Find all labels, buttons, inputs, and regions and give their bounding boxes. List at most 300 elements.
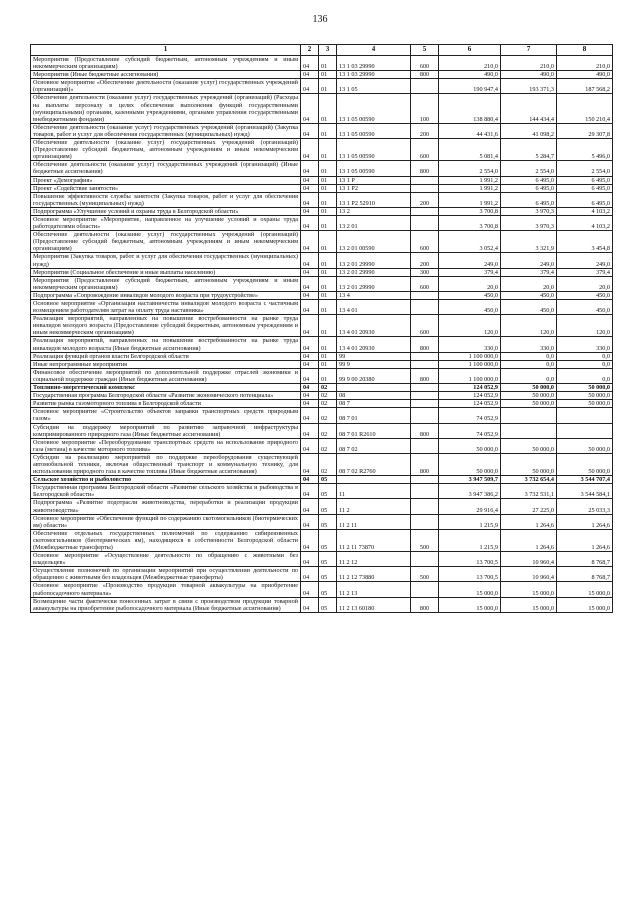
table-row [31,484,613,499]
target-article-code: 13 1 P [337,176,411,184]
expense-type-code [411,400,439,408]
amount-year-1: 330,0 [439,337,501,352]
table-row [31,438,613,453]
table-row [31,253,613,268]
section-code: 04 [301,408,319,423]
amount-year-2: 120,0 [501,315,557,337]
amount-year-2: 379,4 [501,268,557,276]
amount-year-3: 379,4 [557,268,613,276]
section-code: 04 [301,423,319,438]
amount-year-1: 3 700,8 [439,215,501,230]
amount-year-2: 5 284,7 [501,139,557,161]
section-code: 04 [301,360,319,368]
table-row [31,408,613,423]
section-code: 04 [301,567,319,582]
amount-year-1: 124 052,9 [439,384,501,392]
amount-year-3 [557,408,613,423]
amount-year-3: 2 554,0 [557,161,613,176]
amount-year-1: 1 991,2 [439,184,501,192]
amount-year-3: 3 454,8 [557,231,613,253]
amount-year-3: 15 000,0 [557,597,613,612]
section-code: 04 [301,476,319,484]
amount-year-2: 27 225,0 [501,499,557,514]
expense-type-code: 200 [411,253,439,268]
subsection-code: 02 [319,438,337,453]
table-row [31,392,613,400]
section-code: 04 [301,79,319,94]
table-row [31,139,613,161]
expense-type-code: 800 [411,453,439,475]
row-name: Обеспечение деятельности (оказание услуг) государственных учреждений (организаций) (Закупка товаров, работ и услуг для обеспечения государственных (муниципальных) нужд) [31,123,301,138]
target-article-code: 13 1 P2 52910 [337,192,411,207]
expense-type-code [411,392,439,400]
amount-year-2 [501,408,557,423]
expense-type-code: 800 [411,71,439,79]
expense-type-code [411,408,439,423]
amount-year-3: 490,0 [557,71,613,79]
table-row [31,300,613,315]
expense-type-code [411,438,439,453]
amount-year-1: 3 052,4 [439,231,501,253]
table-row [31,567,613,582]
target-article-code: 08 7 01 [337,408,411,423]
amount-year-3: 3 544 707,4 [557,476,613,484]
row-name: Осуществление полномочий по организации мероприятий при осуществлении деятельности по обращению с животными без владельцев (Межбюджетные трансферты) [31,567,301,582]
amount-year-3: 8 768,7 [557,552,613,567]
amount-year-1: 1 215,9 [439,514,501,529]
amount-year-2 [501,423,557,438]
table-row [31,337,613,352]
amount-year-2: 3 732 531,1 [501,484,557,499]
amount-year-1: 190 947,4 [439,79,501,94]
section-code: 04 [301,514,319,529]
table-row [31,514,613,529]
row-name: Реализация мероприятий, направленных на повышение востребованности на рынке труда инвалидов молодого возраста (Предоставление субсидий бюджетным, автономным учреждениям и иным некоммерческим организациям) [31,315,301,337]
target-article-code: 13 2 01 [337,215,411,230]
subsection-code: 01 [319,276,337,291]
amount-year-3: 150 210,4 [557,94,613,123]
header-cell: 7 [501,45,557,56]
section-code: 04 [301,161,319,176]
section-code: 04 [301,268,319,276]
section-code: 04 [301,94,319,123]
row-name: Основное мероприятие «Осуществление деятельности по обращению с животными без владельцев» [31,552,301,567]
amount-year-3: 6 495,0 [557,176,613,184]
expense-type-code: 200 [411,123,439,138]
subsection-code: 05 [319,514,337,529]
amount-year-2: 50 000,0 [501,453,557,475]
section-code: 04 [301,184,319,192]
target-article-code: 13 1 05 00590 [337,139,411,161]
row-name: Государственная программа Белгородской области «Развитие сельского хозяйства и рыбоводства в Белгородской области» [31,484,301,499]
expense-type-code [411,499,439,514]
subsection-code: 01 [319,184,337,192]
expense-type-code [411,360,439,368]
header-cell: 3 [319,45,337,56]
amount-year-2: 193 371,3 [501,79,557,94]
amount-year-1: 138 880,4 [439,94,501,123]
amount-year-3: 450,0 [557,291,613,299]
target-article-code [337,384,411,392]
target-article-code: 11 2 [337,499,411,514]
amount-year-1: 20,0 [439,276,501,291]
amount-year-2: 41 098,2 [501,123,557,138]
row-name: Мероприятия (Предоставление субсидий бюджетным, автономным учреждениям и иным некоммерческим организациям) [31,56,301,71]
expense-type-code [411,300,439,315]
table-row [31,215,613,230]
expense-type-code: 300 [411,268,439,276]
amount-year-1: 3 947 509,7 [439,476,501,484]
amount-year-2: 1 264,6 [501,529,557,551]
amount-year-3: 249,0 [557,253,613,268]
expense-type-code [411,176,439,184]
amount-year-1: 490,0 [439,71,501,79]
row-name: Возмещение части фактически понесенных затрат в связи с производством продукции товарной аквакультуры на приобретение рыбопосадочного материала (Иные бюджетные ассигнования) [31,597,301,612]
expense-type-code [411,582,439,597]
section-code: 04 [301,582,319,597]
amount-year-3: 50 000,0 [557,400,613,408]
subsection-code: 01 [319,268,337,276]
subsection-code: 01 [319,315,337,337]
amount-year-2: 50 000,0 [501,438,557,453]
section-code: 04 [301,529,319,551]
section-code: 04 [301,368,319,383]
row-name: Обеспечение отдельных государственных полномочий по содержанию сибиреязвенных скотомогильников (биотермических ям), находящихся в собственности Белгородской области (Межбюджетные трансферты) [31,529,301,551]
amount-year-1: 1 215,9 [439,529,501,551]
amount-year-3: 25 033,3 [557,499,613,514]
row-name: Мероприятия (Предоставление субсидий бюджетным, автономным учреждениям и иным некоммерческим организациям) [31,276,301,291]
expense-type-code: 800 [411,597,439,612]
table-row [31,184,613,192]
subsection-code: 02 [319,453,337,475]
header-cell: 1 [31,45,301,56]
section-code: 04 [301,552,319,567]
target-article-code: 99 9 [337,360,411,368]
amount-year-1: 74 052,9 [439,408,501,423]
subsection-code: 02 [319,408,337,423]
expense-type-code [411,207,439,215]
target-article-code [337,476,411,484]
row-name: Основное мероприятие «Мероприятие, направленное на улучшение условий и охраны труда работодателями области» [31,215,301,230]
table-row [31,123,613,138]
section-code: 04 [301,176,319,184]
row-name: Подпрограмма «Улучшение условий и охраны труда в Белгородской области» [31,207,301,215]
table-row [31,291,613,299]
row-name: Проект «Содействие занятости» [31,184,301,192]
amount-year-1: 124 052,9 [439,400,501,408]
row-name: Основное мероприятие «Строительство объектов заправки транспортных средств природным газом» [31,408,301,423]
amount-year-1: 1 100 000,0 [439,360,501,368]
target-article-code: 13 1 03 29990 [337,56,411,71]
amount-year-3: 3 544 584,1 [557,484,613,499]
row-name: Мероприятия (Социальное обеспечение и иные выплаты населению) [31,268,301,276]
amount-year-3: 50 000,0 [557,392,613,400]
row-name: Иные непрограммные мероприятия [31,360,301,368]
section-code: 04 [301,300,319,315]
amount-year-1: 450,0 [439,291,501,299]
row-name: Основное мероприятие «Организация наставничества инвалидов молодого возраста с частичным возмещением работодателям затрат на оплату труда наставника» [31,300,301,315]
amount-year-2: 6 495,0 [501,192,557,207]
section-code: 04 [301,384,319,392]
section-code: 04 [301,499,319,514]
section-code: 04 [301,192,319,207]
amount-year-1: 3 947 386,2 [439,484,501,499]
subsection-code: 02 [319,400,337,408]
amount-year-3: 5 496,0 [557,139,613,161]
row-name: Основное мероприятие «Обеспечение функций по содержанию скотомогильников (биотермических ям) области» [31,514,301,529]
section-code: 04 [301,315,319,337]
expense-type-code [411,484,439,499]
amount-year-1: 1 100 000,0 [439,368,501,383]
amount-year-2: 50 000,0 [501,384,557,392]
subsection-code: 01 [319,291,337,299]
expense-type-code [411,215,439,230]
amount-year-2: 210,0 [501,56,557,71]
amount-year-1: 74 052,9 [439,423,501,438]
amount-year-2: 10 960,4 [501,552,557,567]
amount-year-2: 3 970,3 [501,215,557,230]
row-name: Мероприятия (Закупка товаров, работ и услуг для обеспечения государственных (муниципальных) нужд) [31,253,301,268]
target-article-code: 13 2 01 00590 [337,231,411,253]
subsection-code: 01 [319,192,337,207]
table-row [31,476,613,484]
target-article-code: 13 4 01 20930 [337,337,411,352]
target-article-code: 11 2 11 73870 [337,529,411,551]
section-code: 04 [301,253,319,268]
section-code: 04 [301,438,319,453]
row-name: Повышение эффективности службы занятости (Закупка товаров, работ и услуг для обеспечения государственных (муниципальных) нужд) [31,192,301,207]
amount-year-2: 0,0 [501,360,557,368]
target-article-code: 11 2 11 [337,514,411,529]
amount-year-2: 490,0 [501,71,557,79]
amount-year-1: 2 554,0 [439,161,501,176]
expense-type-code: 600 [411,315,439,337]
table-row [31,71,613,79]
target-article-code: 13 2 01 29990 [337,268,411,276]
row-name: Реализация функций органов власти Белгородской области [31,352,301,360]
amount-year-3: 6 495,0 [557,184,613,192]
amount-year-1: 450,0 [439,300,501,315]
amount-year-2: 1 264,6 [501,514,557,529]
amount-year-1: 29 916,4 [439,499,501,514]
subsection-code: 01 [319,231,337,253]
amount-year-2: 3 970,3 [501,207,557,215]
subsection-code: 01 [319,71,337,79]
amount-year-1: 379,4 [439,268,501,276]
table-row [31,268,613,276]
section-code: 04 [301,291,319,299]
target-article-code: 11 2 13 60180 [337,597,411,612]
amount-year-3: 0,0 [557,368,613,383]
subsection-code: 02 [319,384,337,392]
amount-year-1: 1 991,2 [439,192,501,207]
amount-year-2: 20,0 [501,276,557,291]
amount-year-3: 8 768,7 [557,567,613,582]
subsection-code: 05 [319,567,337,582]
target-article-code: 13 4 01 20930 [337,315,411,337]
row-name: Основное мероприятие «Переоборудование транспортных средств на использование природного газа (метана) в качестве моторного топлива» [31,438,301,453]
section-code: 04 [301,215,319,230]
expense-type-code [411,552,439,567]
row-name: Подпрограмма «Сопровождение инвалидов молодого возраста при трудоустройстве» [31,291,301,299]
expense-type-code: 500 [411,567,439,582]
table-row [31,79,613,94]
section-code: 04 [301,352,319,360]
expense-type-code [411,184,439,192]
header-cell: 5 [411,45,439,56]
subsection-code: 01 [319,94,337,123]
row-name: Обеспечение деятельности (оказание услуг) государственных учреждений (организаций) (Расходы на выплаты персоналу в целях обеспечения выполнения функций государственными (муниципальными) органами, казенными учреждениями, органами управления государственными внебюджетными фондами) [31,94,301,123]
row-name: Обеспечение деятельности (оказание услуг) государственных учреждений (организаций) (Иные бюджетные ассигнования) [31,161,301,176]
table-row [31,384,613,392]
target-article-code: 99 [337,352,411,360]
amount-year-3: 6 495,0 [557,192,613,207]
table-row [31,360,613,368]
section-code: 04 [301,392,319,400]
amount-year-2: 249,0 [501,253,557,268]
amount-year-3: 0,0 [557,360,613,368]
section-code: 04 [301,337,319,352]
expense-type-code: 800 [411,337,439,352]
amount-year-2: 3 321,9 [501,231,557,253]
target-article-code: 13 1 05 00590 [337,123,411,138]
amount-year-2: 0,0 [501,352,557,360]
amount-year-1: 1 100 000,0 [439,352,501,360]
page-number: 136 [312,14,328,25]
expense-type-code: 600 [411,139,439,161]
table-row [31,352,613,360]
subsection-code: 01 [319,123,337,138]
table-row [31,597,613,612]
amount-year-2: 450,0 [501,300,557,315]
target-article-code: 99 9 00 20380 [337,368,411,383]
subsection-code: 02 [319,423,337,438]
subsection-code: 05 [319,484,337,499]
row-name: Субсидии на поддержку мероприятий по развитию заправочной инфраструктуры компримированного природного газа (Иные бюджетные ассигнования) [31,423,301,438]
row-name: Реализация мероприятий, направленных на повышение востребованности на рынке труда инвалидов молодого возраста (Иные бюджетные ассигнования) [31,337,301,352]
amount-year-1: 50 000,0 [439,438,501,453]
target-article-code: 11 2 13 [337,582,411,597]
target-article-code: 08 7 02 [337,438,411,453]
amount-year-1: 13 700,5 [439,567,501,582]
table-row [31,423,613,438]
target-article-code: 08 7 [337,400,411,408]
expense-type-code: 600 [411,56,439,71]
section-code: 04 [301,276,319,291]
subsection-code: 01 [319,337,337,352]
target-article-code: 13 2 01 29990 [337,276,411,291]
section-code: 04 [301,453,319,475]
amount-year-3: 4 103,2 [557,207,613,215]
table-row [31,529,613,551]
amount-year-2: 0,0 [501,368,557,383]
amount-year-2: 144 434,4 [501,94,557,123]
subsection-code: 01 [319,79,337,94]
row-name: Обеспечение деятельности (оказание услуг) государственных учреждений (организаций) (Предоставление субсидий бюджетным, автономным учреждениям и иным некоммерческим организациям) [31,231,301,253]
header-cell: 8 [557,45,613,56]
row-name: Основное мероприятие «Производство продукции товарной аквакультуры на приобретение рыбопосадочного материала» [31,582,301,597]
target-article-code: 13 2 01 29990 [337,253,411,268]
amount-year-3: 1 264,6 [557,514,613,529]
amount-year-2: 2 554,0 [501,161,557,176]
amount-year-3: 50 000,0 [557,438,613,453]
subsection-code: 01 [319,207,337,215]
row-name: Обеспечение деятельности (оказание услуг) государственных учреждений (организаций) (Предоставление субсидий бюджетным, автономным учреждениям и иным некоммерческим организациям) [31,139,301,161]
table-row [31,276,613,291]
subsection-code: 01 [319,368,337,383]
section-code: 04 [301,484,319,499]
target-article-code: 13 1 05 [337,79,411,94]
subsection-code: 05 [319,476,337,484]
row-name: Развитие рынка газомоторного топлива в Белгородской области [31,400,301,408]
amount-year-1: 13 700,5 [439,552,501,567]
amount-year-1: 5 081,4 [439,139,501,161]
amount-year-3: 120,0 [557,315,613,337]
amount-year-2: 50 000,0 [501,400,557,408]
amount-year-1: 249,0 [439,253,501,268]
table-row [31,207,613,215]
amount-year-3: 29 307,8 [557,123,613,138]
amount-year-3: 450,0 [557,300,613,315]
amount-year-3: 4 103,2 [557,215,613,230]
row-name: Проект «Демография» [31,176,301,184]
expense-type-code: 200 [411,192,439,207]
section-code: 04 [301,597,319,612]
amount-year-1: 3 700,8 [439,207,501,215]
amount-year-3: 15 000,0 [557,582,613,597]
subsection-code: 01 [319,139,337,161]
subsection-code: 01 [319,176,337,184]
section-code: 04 [301,139,319,161]
header-cell: 4 [337,45,411,56]
amount-year-2: 3 732 654,4 [501,476,557,484]
row-name: Подпрограмма «Развитие подотрасли животноводства, переработки и реализации продукции животноводства» [31,499,301,514]
expense-type-code: 500 [411,529,439,551]
table-row [31,499,613,514]
amount-year-1: 120,0 [439,315,501,337]
section-code: 04 [301,71,319,79]
subsection-code: 05 [319,552,337,567]
amount-year-2: 450,0 [501,291,557,299]
table-row [31,231,613,253]
section-code: 04 [301,56,319,71]
subsection-code: 01 [319,352,337,360]
subsection-code: 05 [319,597,337,612]
table-row [31,315,613,337]
amount-year-2: 330,0 [501,337,557,352]
expense-type-code: 600 [411,231,439,253]
row-name: Финансовое обеспечение мероприятий по дополнительной поддержке отраслей экономики и социальной поддержке граждан (Иные бюджетные ассигнования) [31,368,301,383]
row-name: Мероприятия (Иные бюджетные ассигнования) [31,71,301,79]
amount-year-1: 15 000,0 [439,597,501,612]
amount-year-1: 15 000,0 [439,582,501,597]
target-article-code: 13 1 05 00590 [337,161,411,176]
expense-type-code [411,384,439,392]
amount-year-1: 1 991,2 [439,176,501,184]
amount-year-2: 50 000,0 [501,392,557,400]
target-article-code: 13 1 03 29990 [337,71,411,79]
section-code: 04 [301,400,319,408]
budget-table [30,44,613,613]
expense-type-code: 600 [411,276,439,291]
amount-year-3: 330,0 [557,337,613,352]
target-article-code: 13 1 P2 [337,184,411,192]
target-article-code: 11 [337,484,411,499]
row-name: Топливно-энергетический комплекс [31,384,301,392]
amount-year-3: 50 000,0 [557,384,613,392]
subsection-code: 01 [319,300,337,315]
amount-year-2: 6 495,0 [501,184,557,192]
